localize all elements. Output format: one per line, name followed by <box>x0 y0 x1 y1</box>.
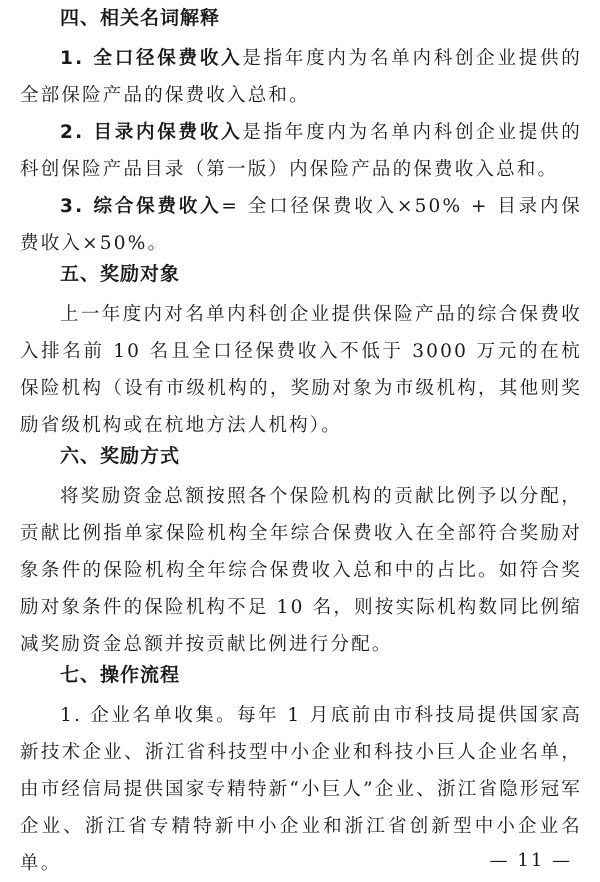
section-definitions <box>20 6 582 262</box>
section-heading: 六、奖励方式 <box>60 445 181 467</box>
definition-text: = 全口径保费收入×50% + 目录内保费收入×50%。 <box>20 196 582 254</box>
section-heading: 五、奖励对象 <box>60 263 181 285</box>
body-paragraph: 1. 企业名单收集。每年 1 月底前由市科技局提供国家高新技术企业、浙江省科技型中小企业和科技小巨人企业名单，由市经信局提供国家专精特新“小巨人”企业、浙江省隐形冠军企业、浙江省专精特新中小企业和浙江省创新型中小企业名单。 <box>20 705 582 874</box>
body-paragraph: 将奖励资金总额按照各个保险机构的贡献比例予以分配，贡献比例指单家保险机构全年综合保费收入在全部符合奖励对象条件的保险机构全年综合保费收入总和中的占比。如符合奖励对象条件的保险机构不足 10 名，则按实际机构数同比例缩减奖励资金总额并按贡献比例进行分配。 <box>20 486 582 655</box>
definition-paragraph <box>20 40 582 114</box>
definition-term: 1. 全口径保费收入 <box>60 48 243 69</box>
body-paragraph: 上一年度内对名单内科创企业提供保险产品的综合保费收入排名前 10 名且全口径保费收入不低于 3000 万元的在杭保险机构（设有市级机构的，奖励对象为市级机构，其他则奖励省级机构或在杭地方法人机构）。 <box>20 304 582 436</box>
definition-paragraph <box>20 188 582 262</box>
definition-term: 2. 目录内保费收入 <box>60 122 243 143</box>
definition-text: 是指年度内为名单内科创企业提供的全部保险产品的保费收入总和。 <box>20 48 583 106</box>
section-heading: 七、操作流程 <box>60 664 181 686</box>
page-number: — 11 — <box>489 850 572 871</box>
definition-paragraph <box>20 114 582 188</box>
section-heading: 四、相关名词解释 <box>60 7 221 29</box>
definition-term: 3. 综合保费收入 <box>60 196 222 217</box>
definition-text: 是指年度内为名单内科创企业提供的科创保险产品目录（第一版）内保险产品的保费收入总和。 <box>20 122 583 180</box>
section-reward-method <box>20 444 582 663</box>
section-reward-target <box>20 262 582 444</box>
